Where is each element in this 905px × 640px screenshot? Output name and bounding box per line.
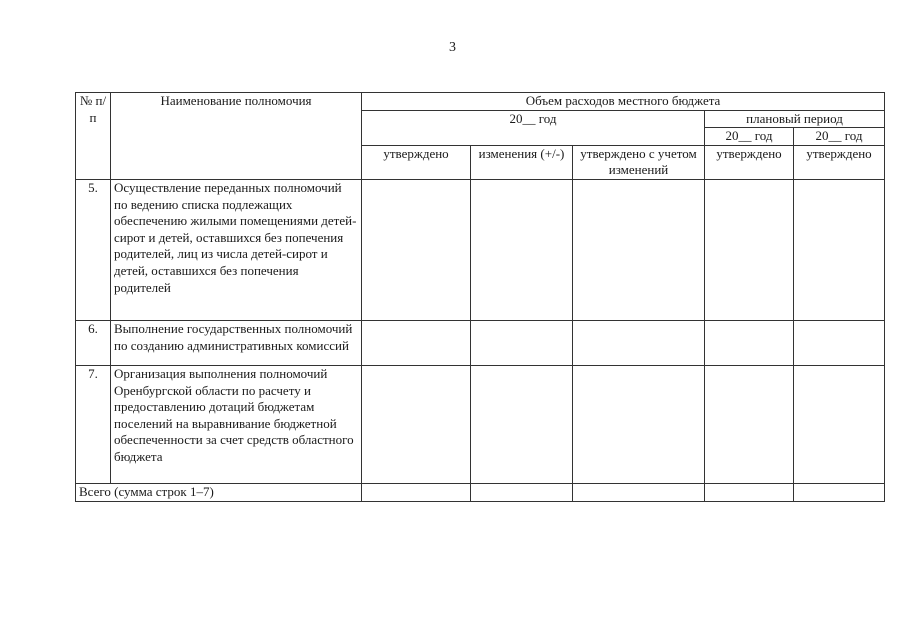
header-approved: утверждено: [362, 145, 471, 179]
header-approved-plan-1: утверждено: [705, 145, 794, 179]
header-planning-period: плановый период: [705, 110, 885, 128]
cell-approved-plan-1: [705, 365, 794, 483]
page-number: 3: [449, 40, 456, 55]
cell-approved-plan-2: [794, 179, 885, 320]
row-name: Выполнение государственных полномочий по созданию административных комиссий: [111, 320, 362, 365]
cell-total-approved-plan-2: [794, 483, 885, 501]
cell-changes: [471, 179, 573, 320]
table-row: [76, 179, 885, 320]
cell-total-approved-plan-1: [705, 483, 794, 501]
total-row: [76, 483, 885, 501]
cell-total-approved: [362, 483, 471, 501]
cell-total-changes: [471, 483, 573, 501]
header-name: Наименование полномочия: [111, 93, 362, 180]
header-volume: Объем расходов местного бюджета: [362, 93, 885, 111]
cell-approved-with-changes: [573, 179, 705, 320]
header-approved-with-changes: утверждено с учетом изменений: [573, 145, 705, 179]
header-year-plan-1: 20__ год: [705, 128, 794, 146]
row-name: Осуществление переданных полномочий по ведению списка подлежащих обеспечению жилыми помещениями детей-сирот и детей, оставшихся без попечения родителей, лиц из числа детей-сирот и детей, оставшихся без попечения родителей: [111, 179, 362, 320]
header-row: [76, 93, 885, 111]
cell-approved-with-changes: [573, 365, 705, 483]
header-approved-plan-2: утверждено: [794, 145, 885, 179]
cell-approved: [362, 365, 471, 483]
cell-changes: [471, 320, 573, 365]
cell-approved-plan-1: [705, 320, 794, 365]
cell-approved: [362, 179, 471, 320]
header-changes: изменения (+/-): [471, 145, 573, 179]
cell-approved-plan-2: [794, 365, 885, 483]
cell-total-approved-with-changes: [573, 483, 705, 501]
row-number: 7.: [76, 365, 111, 483]
cell-approved-with-changes: [573, 320, 705, 365]
row-number: 6.: [76, 320, 111, 365]
header-year-current: 20__ год: [362, 110, 705, 145]
cell-approved-plan-2: [794, 320, 885, 365]
cell-approved-plan-1: [705, 179, 794, 320]
table-row: [76, 365, 885, 483]
cell-approved: [362, 320, 471, 365]
row-number: 5.: [76, 179, 111, 320]
header-year-plan-2: 20__ год: [794, 128, 885, 146]
cell-changes: [471, 365, 573, 483]
budget-table: [75, 92, 885, 502]
header-num: № п/п: [76, 93, 111, 180]
total-label: Всего (сумма строк 1–7): [76, 483, 362, 501]
row-name: Организация выполнения полномочий Оренбургской области по расчету и предоставлению дотаций бюджетам поселений на выравнивание бюджетной обеспеченности за счет средств областного бюджета: [111, 365, 362, 483]
table-row: [76, 320, 885, 365]
